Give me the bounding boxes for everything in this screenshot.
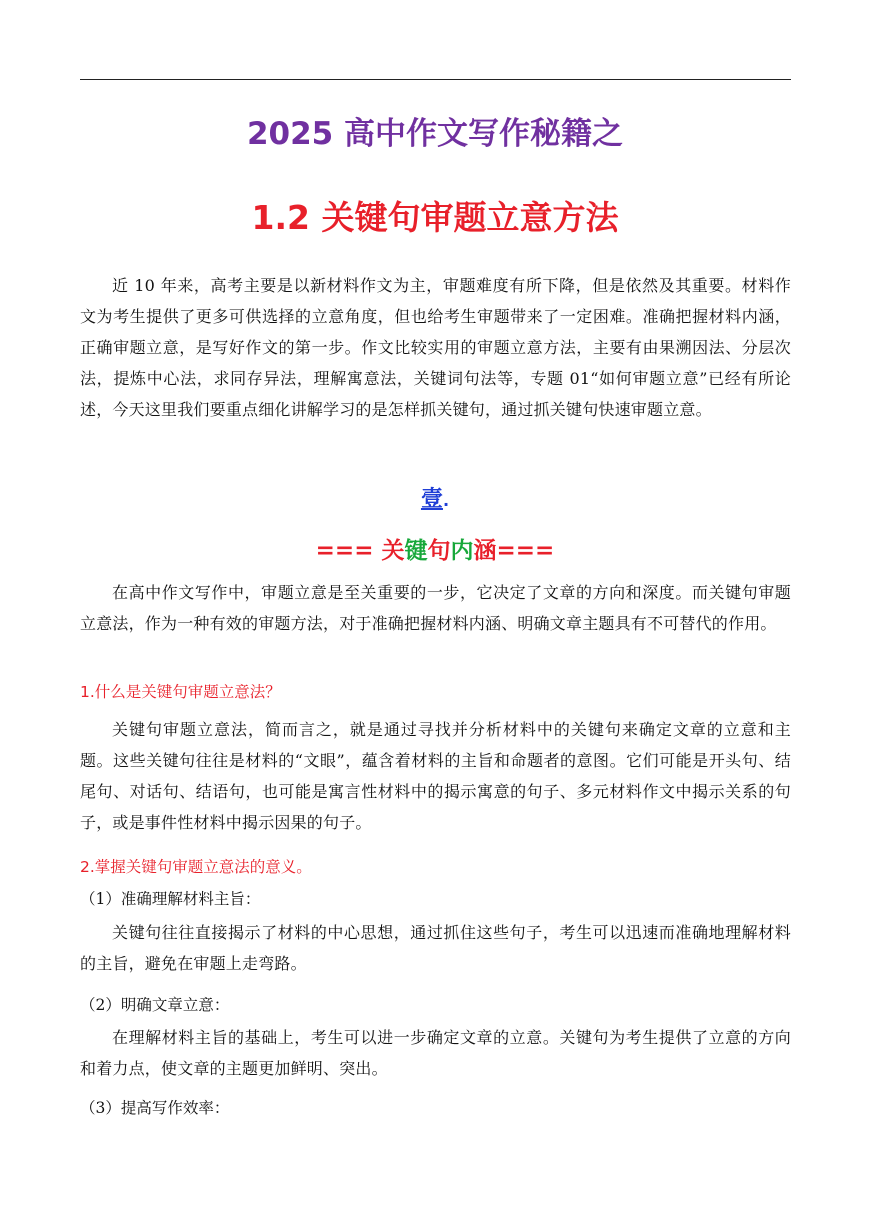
body-paragraph-2: 关键句审题立意法，简而言之，就是通过寻找并分析材料中的关键句来确定文章的立意和主题。这些关键句往往是材料的“文眼”，蕴含着材料的主旨和命题者的意图。它们可能是开头句、结尾句、对话句、结语句，也可能是寓言性材料中的揭示寓意的句子、多元材料作文中揭示关系的句子，或是事件性材料中揭示因果的句子。 [80,720,791,832]
document-title-line1: 2025 高中作文写作秘籍之 [246,116,624,152]
section-heading-suffix: === [496,538,555,564]
section-heading-char1: 关 [381,538,405,564]
point-1-paragraph: 关键句往往直接揭示了材料的中心思想，通过抓住这些句子，考生可以迅速而准确地理解材料的主旨，避免在审题上走弯路。 [80,923,791,973]
section-heading-char3: 句 [427,538,451,564]
section-number [0,482,870,513]
section-number-char: 壹 [420,487,443,512]
section-heading-prefix: === [315,538,374,564]
point-1-label: （1）准确理解材料主旨： [80,890,261,908]
subheading-1: 1.什么是关键句审题立意法？ [80,683,281,701]
body-paragraph-1: 在高中作文写作中，审题立意是至关重要的一步，它决定了文章的方向和深度。而关键句审题立意法，作为一种有效的审题方法，对于准确把握材料内涵、明确文章主题具有不可替代的作用。 [80,583,791,633]
section-number-dot: . [442,491,450,510]
intro-paragraph: 近 10 年来，高考主要是以新材料作文为主，审题难度有所下降，但是依然及其重要。材料作文为考生提供了更多可供选择的立意角度，但也给考生审题带来了一定困难。准确把握材料内涵，正确审题立意，是写好作文的第一步。作文比较实用的审题立意方法，主要有由果溯因法、分层次法，提炼中心法，求同存异法，理解寓意法，关键词句法等，专题 01“如何审题立意”已经有所论述，今天这里我们要重点细化讲解学习的是怎样抓关键句，通过抓关键句快速审题立意。 [80,276,791,419]
section-heading-char5: 涵 [473,538,497,564]
section-heading-char2: 键 [404,538,428,564]
point-3-label: （3）提高写作效率： [80,1099,230,1117]
subheading-2: 2.掌握关键句审题立意法的意义。 [80,858,312,876]
section-heading-char4: 内 [450,538,474,564]
point-2-paragraph: 在理解材料主旨的基础上，考生可以进一步确定文章的立意。关键句为考生提供了立意的方向和着力点，使文章的主题更加鲜明、突出。 [80,1028,791,1078]
point-2-label: （2）明确文章立意： [80,996,230,1014]
section-heading [0,532,870,565]
header-rule [80,79,791,80]
document-title-line2: 1.2 关键句审题立意方法 [251,198,619,237]
